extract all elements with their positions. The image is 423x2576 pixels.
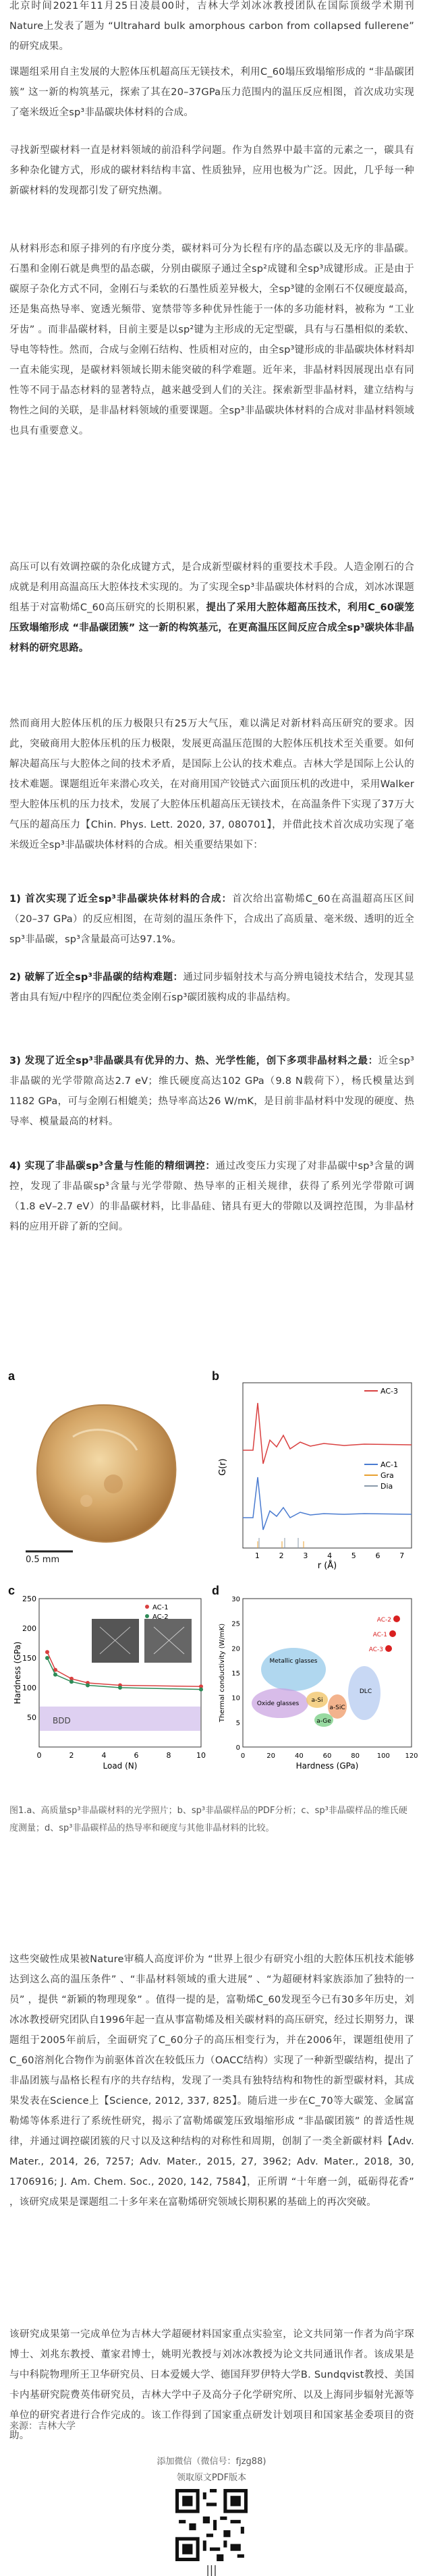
thermal-point bbox=[393, 1615, 400, 1622]
pdf-legend-label: AC-3 bbox=[380, 1387, 398, 1396]
hardness-legend-swatch bbox=[145, 1614, 149, 1618]
paragraph-press-technique: 然而商用大腔体压机的压力极限只有25万大气压，难以满足对新材料高压研究的要求。因此，突破商用大腔体压机的压力极限，发展更高温压范围的大腔体压机技术至关重要。如何解决超高压与大腔体之间的技术矛盾，是国际上公认的技术难点。吉林大学是国际上公认的技术难题。课题组近年来潜心攻关，在对商用国产铰链式六面顶压机的改进中，采用Walker型大腔体压机的压力技术，发展了大腔体压机超高压无镁技术，在高温条件下实现了37万大气压的超高压力【Chin. Phys. Lett. 2020, 37, 080701】，并借此技术首次成功实现了毫米级近全sp³非晶碳块体材料的合成。相关重要结果如下： bbox=[9, 718, 414, 851]
thermal-x-tick: 120 bbox=[405, 1752, 418, 1760]
result-1 bbox=[9, 889, 414, 950]
thermal-x-tick: 40 bbox=[294, 1752, 304, 1760]
result-3 bbox=[9, 1051, 414, 1132]
region-metallic-glasses bbox=[261, 1648, 326, 1691]
thermal-region-label: a-SiC bbox=[329, 1705, 345, 1711]
hardness-point bbox=[45, 1656, 49, 1660]
result-1-title: 1) 首次实现了近全sp³非晶碳块体材料的合成： bbox=[9, 894, 233, 905]
thermal-point-label: AC-1 bbox=[372, 1632, 387, 1638]
thermal-y-tick: 20 bbox=[231, 1645, 240, 1653]
thermal-region-label: Metallic glasses bbox=[269, 1658, 318, 1665]
hardness-x-tick: 6 bbox=[134, 1751, 139, 1760]
pdf-x-tick: 7 bbox=[399, 1551, 405, 1560]
hardness-y-tick: 100 bbox=[22, 1684, 36, 1692]
pdf-x-axis-label: r (Å) bbox=[317, 1561, 337, 1571]
thermal-y-tick: 10 bbox=[231, 1694, 240, 1702]
result-3-title: 3) 发现了近全sp³非晶碳具有优异的力、热、光学性能，创下多项非晶材料之最： bbox=[9, 1056, 378, 1066]
paragraph-high-pressure-bold: 提出了采用大腔体超高压技术，利用C_60碳笼压致塌缩形成 “非晶碳团簇” 这一新的构筑基元，在更高温压区间反应合成全sp³碳块体非晶材料的研究思路。 bbox=[9, 602, 414, 654]
thermal-region-label: Oxide glasses bbox=[256, 1700, 300, 1707]
pdf-legend-label: Gra bbox=[380, 1471, 394, 1480]
hardness-y-tick: 50 bbox=[27, 1713, 36, 1722]
thermal-point bbox=[389, 1630, 396, 1637]
hardness-point bbox=[45, 1650, 49, 1654]
hardness-x-tick: 0 bbox=[36, 1751, 42, 1760]
thermal-x-tick: 0 bbox=[240, 1752, 246, 1760]
pdf-legend-label: AC-1 bbox=[380, 1460, 398, 1469]
thermal-hardness-chart bbox=[216, 1592, 418, 1774]
result-1-text: 首次给出富勒烯C_60在高温超高压区间（20–37 GPa）的反应相图，在苛刻的温压条件下，合成出了高质量、毫米级、透明的近全sp³非晶碳，sp³含量最高可达97.1%。 bbox=[9, 894, 414, 945]
pdf-x-tick: 4 bbox=[327, 1551, 333, 1560]
result-4-text: 通过改变压力实现了对非晶碳中sp³含量的调控，发现了非晶碳sp³含量与光学带隙、热导率的正相关规律，获得了系列光学带隙可调（1.8 eV–2.7 eV）的非晶碳材料，比非晶硅、锗具有更大的带隙以及调控范围，为非晶材料的应用开辟了新的空间。 bbox=[9, 1161, 414, 1232]
hardness-x-tick: 4 bbox=[101, 1751, 107, 1760]
figure-caption: 图1.a、高质量sp³非晶碳材料的光学照片；b、sp³非晶碳样品的PDF分析；c、sp³非晶碳样品的维氏硬度测量；d、sp³非晶碳样品的热导率和硬度与其他非晶材料的比较。 bbox=[9, 1806, 407, 1833]
pdf-x-tick: 5 bbox=[351, 1551, 356, 1560]
wechat-prompt: 添加微信（微信号：fjzg88) bbox=[157, 2457, 266, 2467]
panel-label-d: d bbox=[212, 1584, 219, 1597]
qr-code[interactable] bbox=[175, 2489, 248, 2561]
hardness-x-axis-label: Load (N) bbox=[103, 1761, 138, 1771]
thermal-y-tick: 25 bbox=[231, 1620, 240, 1628]
hardness-point bbox=[69, 1680, 74, 1684]
panel-label-a: a bbox=[8, 1369, 16, 1383]
paragraph-evaluation: 这些突破性成果被Nature审稿人高度评价为 “世界上很少有研究小组的大腔体压机技术能够达到这么高的温压条件” 、“非晶材料领域的重大进展” 、“为超硬材料家族添加了独特的一员” ，提供 “新颖的物理现象” 。值得一提的是，富勒烯C_60发现至今已有30多年历史，刘冰冰教授研究团队自1996年起一直从事富勒烯及相关碳材料的高压研究，经过长期努力，课题组于2005年前后，全面研究了C_60分子的高压相变行为，并在2006年，课题组使用了C_60溶剂化合物作为前驱体首次在较低压力（OACC结构）实现了一种新型碳结构，提出了非晶团簇与晶格长程有序的共存结构，发现了一类具有独特结构和物性的新型碳材料，其成果发表在Science上【Science, 2012, 337, 825】。随后进一步在C_70等大碳笼、金属富勒烯等体系进行了系统性研究，揭示了富勒烯碳笼压致塌缩形成 “非晶碳团簇” 的普适性规律，并通过调控碳团簇的尺寸以及这种结构的对称性和周期，创制了一类全新碳材料【Adv. Mater., 2014, 26, 7257; Adv. Mater., 2015, 27, 3962; Adv. Mater., 2018, 30, 1706916; J. Am. Chem. Soc., 2020, 142, 7584】，正所谓 “十年磨一剑，砥砺得花香” ，该研究成果是课题组二十多年来在富勒烯研究领域长期积累的基础上的再次突破。 bbox=[9, 1954, 414, 2208]
pdf-x-tick: 1 bbox=[254, 1551, 260, 1560]
pdf-legend-label: Dia bbox=[380, 1482, 393, 1491]
hardness-legend-label: AC-2 bbox=[152, 1613, 169, 1621]
thermal-x-tick: 80 bbox=[351, 1752, 360, 1760]
thermal-y-axis-label: Thermal conductivity (W/mK) bbox=[219, 1623, 226, 1723]
thermal-region-label: a-Si bbox=[311, 1697, 323, 1704]
footer-marks: ||| bbox=[206, 2563, 217, 2576]
hardness-x-tick: 2 bbox=[69, 1751, 74, 1760]
intro-paragraph: 北京时间2021年11月25日凌晨00时，吉林大学刘冰冰教授团队在国际顶级学术期刊Nature上发表了题为 “Ultrahard bulk amorphous carbon from collapsed fullerene” 的研究成果。 bbox=[9, 1, 414, 52]
hardness-y-axis-label: Hardness (GPa) bbox=[13, 1641, 22, 1705]
thermal-y-tick: 5 bbox=[235, 1719, 240, 1727]
pdf-x-tick: 3 bbox=[303, 1551, 308, 1560]
pdf-x-tick: 2 bbox=[279, 1551, 284, 1560]
pdf-y-axis-label: G(r) bbox=[218, 1458, 228, 1476]
hardness-chart bbox=[12, 1592, 208, 1774]
result-3-text: 近全sp³非晶碳的光学带隙高达2.7 eV；维氏硬度高达102 GPa（9.8 N载荷下），杨氏模量达到1182 GPa，可与金刚石相媲美；热导率高达26 W/mK，是目前非晶材料中发现的硬度、热导率、模量最高的材料。 bbox=[9, 1056, 414, 1127]
thermal-region-label: a-Ge bbox=[316, 1718, 331, 1725]
hardness-legend-label: AC-1 bbox=[152, 1604, 169, 1611]
hardness-point bbox=[53, 1673, 57, 1677]
scale-bar-label: 0.5 mm bbox=[26, 1555, 60, 1565]
thermal-y-tick: 0 bbox=[235, 1744, 240, 1752]
thermal-x-tick: 60 bbox=[322, 1752, 332, 1760]
figure-1 bbox=[5, 1369, 418, 1801]
thermal-x-tick: 100 bbox=[376, 1752, 390, 1760]
paragraph-authors: 该研究成果第一完成单位为吉林大学超硬材料国家重点实验室，论文共同第一作者为尚宇琛博士、刘兆东教授、董家君博士，姚明光教授与刘冰冰教授为论文共同通讯作者。该成果是与中科院物理所王卫华研究员、日本爱媛大学、德国拜罗伊特大学B. Sundqvist教授、美国卡内基研究院费英伟研究员，吉林大学中子及高分子化学研究所、以及上海同步辐射光源等单位的研究者进行合作完成的。该工作得到了国家重点研发计划项目和国家基金委项目的资助。 bbox=[9, 2329, 414, 2441]
result-2-text: 通过同步辐射技术与高分辨电镜技术结合，发现其显著由具有短/中程序的四配位类金刚石sp³碳团簇构成的非晶结构。 bbox=[9, 972, 415, 1003]
thermal-x-axis-label: Hardness (GPa) bbox=[295, 1761, 359, 1771]
panel-label-b: b bbox=[212, 1369, 219, 1383]
paragraph-high-pressure bbox=[9, 557, 414, 658]
hardness-annotation: BDD bbox=[53, 1716, 71, 1725]
paragraph-carbon-classification: 从材料形态和原子排列的有序度分类，碳材料可分为长程有序的晶态碳以及无序的非晶碳。石墨和金刚石就是典型的晶态碳，分别由碳原子通过全sp²成键和全sp³成键形成。正是由于碳原子杂化方式不同，金刚石与柔软的石墨性质差异极大，全sp³键的金刚石不仅硬度最高，还是集高热导率、宽透光频带、宽禁带等多种优异性能于一体的多功能材料，被称为 “工业牙齿” 。而非晶碳材料，目前主要是以sp²键为主形成的无定型碳，具有与石墨相似的柔软、导电等特性。然而，合成与金刚石结构、性质相对应的，由全sp³键形成的非晶碳块体材料却一直未能实现，是碳材料领域长期未能突破的科学难题。近年来，非晶材料因展现出卓有同性等不同于晶态材料的显著特点，越来越受到人们的关注。探索新型非晶材料，建立结构与物性之间的关联，是非晶材料领域的重要课题。全sp³非晶碳块体材料的合成对非晶材料领域也具有重要意义。 bbox=[9, 244, 414, 436]
pdf-x-tick: 6 bbox=[375, 1551, 380, 1560]
pdf-chart bbox=[216, 1376, 418, 1572]
result-4-title: 4) 实现了非晶碳sp³含量与性能的精细调控： bbox=[9, 1161, 216, 1172]
result-4 bbox=[9, 1156, 414, 1237]
hardness-x-tick: 8 bbox=[166, 1751, 171, 1760]
paragraph-method: 课题组采用自主发展的大腔体压机超高压无镁技术，利用C_60塌压致塌缩形成的 “非晶碳团簇” 这一新的构筑基元，探索了其在20–37GPa压力范围内的温压反应相图，首次成功实现了毫米级近全sp³非晶碳块体材料的合成。 bbox=[9, 67, 414, 118]
panel-label-c: c bbox=[8, 1584, 16, 1597]
hardness-point bbox=[118, 1686, 122, 1690]
thermal-point-label: AC-3 bbox=[368, 1647, 383, 1653]
thermal-x-tick: 20 bbox=[266, 1752, 276, 1760]
hardness-y-tick: 200 bbox=[22, 1624, 36, 1633]
pdf-prompt: 领取原文PDF版本 bbox=[176, 2473, 247, 2483]
thermal-y-tick: 30 bbox=[231, 1596, 240, 1603]
hardness-x-tick: 10 bbox=[196, 1751, 206, 1760]
paragraph-high-pressure-text: 高压可以有效调控碳的杂化成键方式，是合成新型碳材料的重要技术手段。人造金刚石的合成就是利用高温高压大腔体技术实现的。为了实现全sp³非晶碳块体材料的合成，刘冰冰课题组基于对富勒烯C_60高压研究的长期积累， bbox=[9, 562, 414, 613]
hardness-point bbox=[86, 1683, 90, 1687]
thermal-y-tick: 15 bbox=[231, 1670, 240, 1678]
result-2-title: 2) 破解了近全sp³非晶碳的结构难题： bbox=[9, 972, 184, 983]
hardness-y-tick: 150 bbox=[22, 1654, 36, 1663]
paragraph-background: 寻找新型碳材料一直是材料领域的前沿科学问题。作为自然界中最丰富的元素之一，碳具有多种杂化键方式，形成的碳材料结构丰富、性质独异，应用也极为广泛。因此，几乎每一种新碳材料的发现都引发了研究热潮。 bbox=[9, 145, 414, 196]
thermal-point-label: AC-2 bbox=[376, 1617, 391, 1624]
hardness-y-tick: 250 bbox=[22, 1595, 36, 1603]
hardness-point bbox=[199, 1688, 203, 1692]
hardness-legend-swatch bbox=[145, 1605, 149, 1609]
sample-photo bbox=[12, 1383, 194, 1565]
source-line: 来源：吉林大学 bbox=[9, 2421, 76, 2432]
thermal-region-label: DLC bbox=[359, 1688, 372, 1695]
thermal-point bbox=[385, 1645, 392, 1652]
result-2 bbox=[9, 967, 414, 1008]
